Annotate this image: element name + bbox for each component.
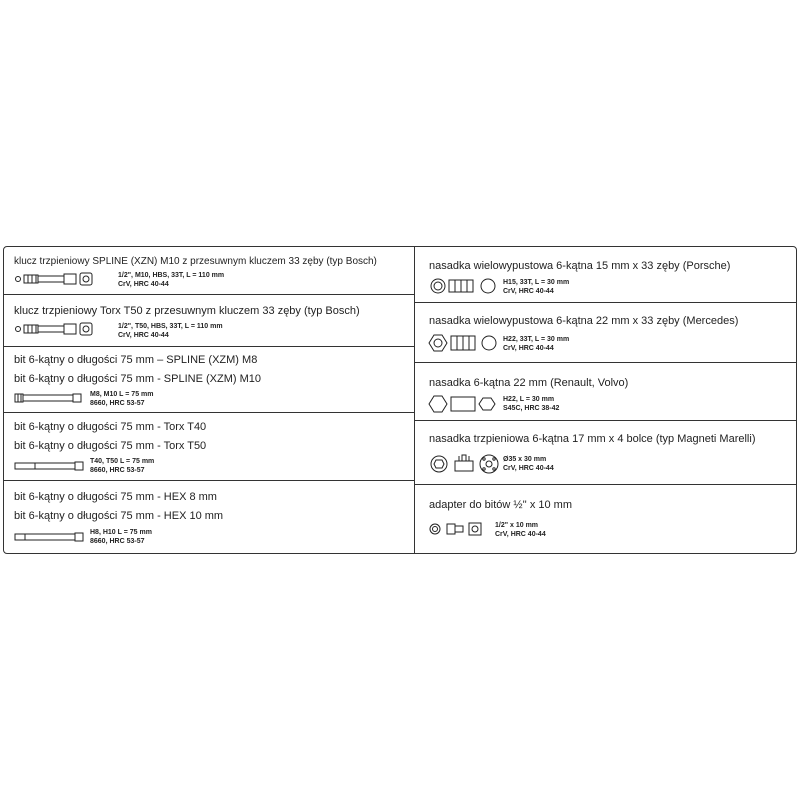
item-spec: H8, H10 L = 75 mm 8660, HRC 53-57 [90,529,152,545]
hex-multipoint-socket-icon [429,333,499,353]
item-title: klucz trzpieniowy SPLINE (XZN) M10 z przesuwnym kluczem 33 zęby (typ Bosch) [14,256,377,267]
item-spec: Ø35 x 30 mm CrV, HRC 40-44 [503,456,554,472]
item-renault-socket [415,363,797,421]
item-title: bit 6-kątny o długości 75 mm - HEX 8 mm [14,491,217,503]
torx-bit-icon [14,459,84,473]
item-title: bit 6-kątny o długości 75 mm - Torx T50 [14,440,207,452]
hex-socket-icon [429,394,499,414]
item-title: bit 6-kątny o długości 75 mm - Torx T40 [14,421,207,433]
item-spline-bits [4,347,414,413]
item-spec: 1/2", M10, HBS, 33T, L = 110 mm CrV, HRC 40-44 [118,272,225,288]
bit-adapter-icon [429,520,499,538]
item-title: nasadka trzpieniowa 6-kątna 17 mm x 4 bolce (typ Magneti Marelli) [429,433,756,445]
tool-set-table [3,246,797,554]
item-porsche-socket [415,247,797,303]
item-spline-key [4,247,414,295]
pin-socket-icon [429,453,509,475]
item-spec: H15, 33T, L = 30 mm CrV, HRC 40-44 [503,279,570,295]
item-mercedes-socket [415,303,797,363]
torx-key-icon [14,321,94,337]
spline-bit-icon [14,391,84,405]
item-title: adapter do bitów ½'' x 10 mm [429,499,572,511]
hex-bit-icon [14,530,84,544]
item-torx-key [4,295,414,347]
item-bit-adapter [415,485,797,553]
item-spec: H22, 33T, L = 30 mm CrV, HRC 40-44 [503,336,570,352]
item-magneti-socket [415,421,797,485]
spline-key-icon [14,271,94,287]
item-spec: 1/2" x 10 mm CrV, HRC 40-44 [495,522,546,538]
item-hex-bits [4,481,414,553]
item-title: nasadka wielowypustowa 6-kątna 15 mm x 33 zęby (Porsche) [429,260,731,272]
item-title: nasadka 6-kątna 22 mm (Renault, Volvo) [429,377,629,389]
item-spec: H22, L = 30 mm S45C, HRC 38-42 [503,396,560,412]
item-title: bit 6-kątny o długości 75 mm - SPLINE (XZM) M10 [14,373,261,385]
item-spec: M8, M10 L = 75 mm 8660, HRC 53-57 [90,391,154,407]
item-title: bit 6-kątny o długości 75 mm - HEX 10 mm [14,510,224,522]
item-title: nasadka wielowypustowa 6-kątna 22 mm x 33 zęby (Mercedes) [429,315,739,327]
item-spec: 1/2", T50, HBS, 33T, L = 110 mm CrV, HRC 40-44 [118,323,223,339]
item-title: bit 6-kątny o długości 75 mm – SPLINE (XZM) M8 [14,354,258,366]
item-title: klucz trzpieniowy Torx T50 z przesuwnym kluczem 33 zęby (typ Bosch) [14,305,360,317]
item-torx-bits [4,413,414,481]
multipoint-socket-icon [429,277,499,295]
item-spec: T40, T50 L = 75 mm 8660, HRC 53-57 [90,458,155,474]
